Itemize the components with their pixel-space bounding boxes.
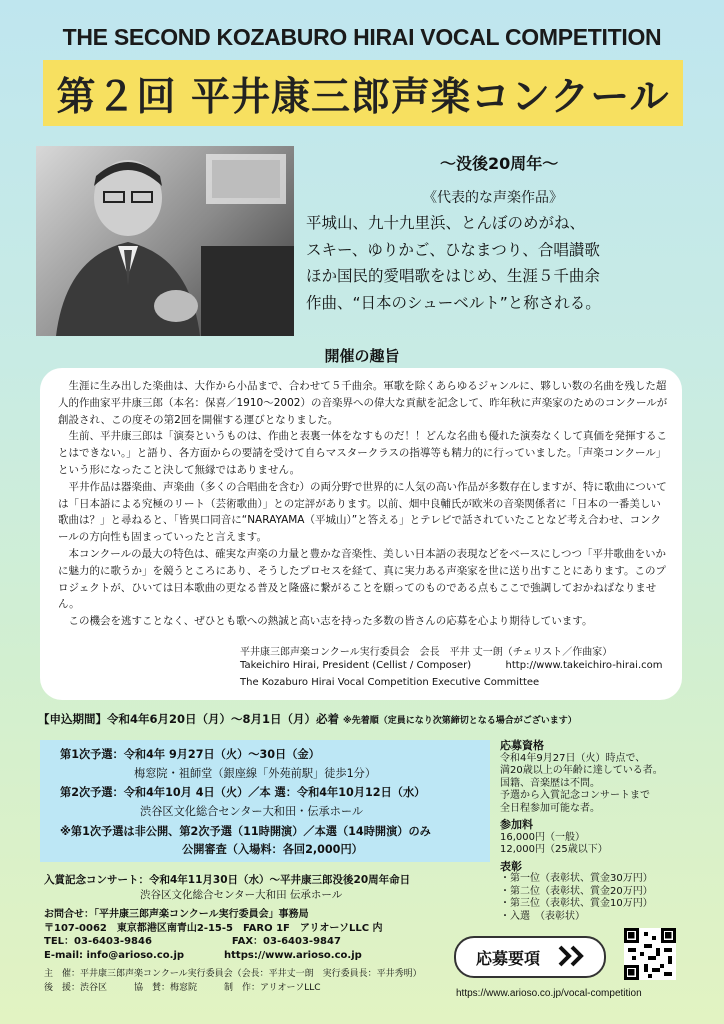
signature-name: Takeichiro Hirai, President (Cellist / Composer) [240, 660, 472, 671]
signature-url-link[interactable]: http://www.takeichiro-hirai.com [505, 660, 663, 671]
works-line: ほか国民的愛唱歌をはじめ、生涯５千曲余 [306, 267, 600, 285]
contact-line: 〒107-0062 東京都港区南青山2-15-5 FARO 1F アリオーソLLC 内 [44, 922, 383, 934]
qualification-block [500, 740, 722, 815]
organizer-line: 主 催：平井康三郎声楽コンクール実行委員会（会長：平井丈一朗 実行委員長：平井秀明） [44, 969, 422, 979]
qualification-line: 令和4年9月27日（火）時点で、 [500, 752, 646, 764]
contact-line[interactable]: E-mail: info@arioso.co.jp https://www.arioso.co.jp [44, 949, 362, 961]
fee-line: 16,000円（一般） [500, 831, 585, 843]
period-text: 【申込期間】令和4年6月20日（月）～8月1日（月）必着 [38, 712, 340, 726]
title-english: THE SECOND KOZABURO HIRAI VOCAL COMPETITION [62, 24, 662, 50]
footer-credits [44, 967, 422, 995]
works-list [306, 210, 716, 316]
qr-code-icon[interactable] [624, 928, 676, 980]
awards-heading: 表彰 [500, 859, 522, 873]
application-guide-label: 応募要項 [476, 949, 541, 968]
award-line: ・第二位（表彰状、賞金20万円） [500, 885, 653, 897]
fee-heading: 参加料 [500, 818, 533, 831]
contact-info [44, 908, 383, 962]
composer-portrait-photo [36, 146, 294, 336]
details-column [500, 740, 722, 927]
double-chevron-right-icon [558, 945, 588, 971]
qualification-line: 全日程参加可能な者。 [500, 802, 600, 814]
schedule-venue2: 渋谷区文化総合センター大和田・伝承ホール [140, 805, 364, 818]
concert-venue: 渋谷区文化総合センター大和田 伝承ホール [140, 889, 343, 901]
award-line: ・入選 （表彰状） [500, 910, 585, 922]
purpose-text [58, 378, 670, 630]
application-period [38, 711, 718, 727]
signature-en [240, 660, 680, 671]
competition-url-link[interactable]: https://www.arioso.co.jp/vocal-competition [456, 988, 642, 999]
purpose-paragraph: この機会を逃すことなく、ぜひとも歌への熱誠と高い志を持った多数の皆さんの応募を心より期待しています。 [68, 615, 593, 628]
purpose-heading: 開催の趣旨 [324, 347, 400, 365]
qualification-heading: 応募資格 [500, 739, 544, 752]
fee-line: 12,000円（25歳以下） [500, 844, 608, 855]
anniversary-label: ～没後20周年～ [440, 154, 559, 173]
concert-info: 入賞記念コンサート：令和4年11月30日（水）～平井康三郎没後20周年命日 [44, 874, 411, 886]
award-line: ・第三位（表彰状、賞金10万円） [500, 898, 653, 909]
schedule-fee: 公開審査（入場料：各回2,000円） [182, 843, 363, 856]
qualification-line: 予選から入賞記念コンサートまで [500, 790, 650, 801]
works-heading: 《代表的な声楽作品》 [423, 190, 563, 206]
schedule-round1: 第1次予選：令和4年 9月27日（火）～30日（金） [60, 748, 320, 761]
period-note: ※先着順（定員になり次第締切となる場合がございます） [343, 716, 577, 726]
application-guide-button[interactable] [454, 936, 606, 978]
schedule-round2: 第2次予選：令和4年10月 4日（火）／本 選：令和4年10月12日（水） [60, 786, 426, 799]
support-line: 後 援：渋谷区 協 賛：梅窓院 制 作：アリオーソLLC [44, 983, 321, 993]
signature-jp: 平井康三郎声楽コンクール実行委員会 会長 平井 丈一朗（チェリスト／作曲家） [240, 647, 613, 658]
schedule-venue1: 梅窓院・祖師堂（銀座線「外苑前駅」徒歩1分） [134, 767, 377, 780]
schedule-note: ※第1次予選は非公開、第2次予選（11時開演）／本選（14時開演）のみ [60, 825, 431, 838]
purpose-paragraph: 生前、平井康三郎は「演奏というものは、作曲と表裏一体をなすものだ！！どんな名曲も優れた演奏なくして真価を発揮することはできない。」と語り、各方面からの要請を受けて自らマスタークラスの指導等も精力的に行っていました。「声楽コンクール」という形になったこと決して無縁ではありません。 [58, 430, 667, 476]
contact-line: TEL：03-6403-9846 FAX：03-6403-9847 [44, 936, 341, 947]
purpose-paragraph: 生涯に生み出した楽曲は、大作から小品まで、合わせて５千曲余。軍歌を除くあらゆるジャンルに、夥しい数の名曲を残した超人的作曲家平井康三郎（本名：保喜／1910～2002）の音楽界への偉大な貢献を記念して、昨年秋に声楽家のためのコンクールが創設され、この度その第2回を開催する運びとなりました。 [58, 380, 668, 426]
qualification-line: 満20歳以上の年齢に達している者。 [500, 765, 663, 776]
contact-line: お問合せ：「平井康三郎声楽コンクール実行委員会」事務局 [44, 909, 309, 920]
works-line: 作曲、“日本のシューベルト”と称される。 [306, 293, 601, 312]
title-japanese: 第２回 平井康三郎声楽コンクール [56, 75, 670, 120]
works-line: スキー、ゆりかご、ひなまつり、合唱讃歌 [306, 240, 600, 259]
awards-block [500, 861, 722, 924]
purpose-paragraph: 本コンクールの最大の特色は、確実な声楽の力量と豊かな音楽性、美しい日本語の表現などをベースにしつつ「平井歌曲をいかに魅力的に歌うか」を競うところにあり、そうしたプロセスを経て、真に実力ある声楽家を世に送り出すことにあります。このプロジェクトが、ひいては日本歌曲の更なる普及と隆盛に繋がることを願ってのものである点もここで強調しておかねばなりません。 [58, 547, 667, 611]
award-line: ・第一位（表彰状、賞金30万円） [500, 873, 653, 884]
qualification-line: 国籍、音楽歴は不問。 [500, 777, 600, 789]
works-line: 平城山、九十九里浜、とんぼのめがね、 [306, 214, 586, 232]
committee-name: The Kozaburo Hirai Vocal Competition Executive Committee [240, 677, 540, 688]
fee-block [500, 819, 722, 857]
purpose-paragraph: 平井作品は器楽曲、声楽曲（多くの合唱曲を含む）の両分野で世界的に人気の高い作品が多数存在しますが、特に歌曲については「日本語による究極のリート（芸術歌曲）」との定評があります。以前、畑中良輔氏が欧米の音楽関係者に「日本の一番美しい歌曲は？」と尋ねると、「皆異口同音に“NARAYAMA（平城山）”と答える」とテレビで話されていたことなど考え合わせ、コンクールの方向性も固まっていったと言えます。 [58, 480, 667, 544]
